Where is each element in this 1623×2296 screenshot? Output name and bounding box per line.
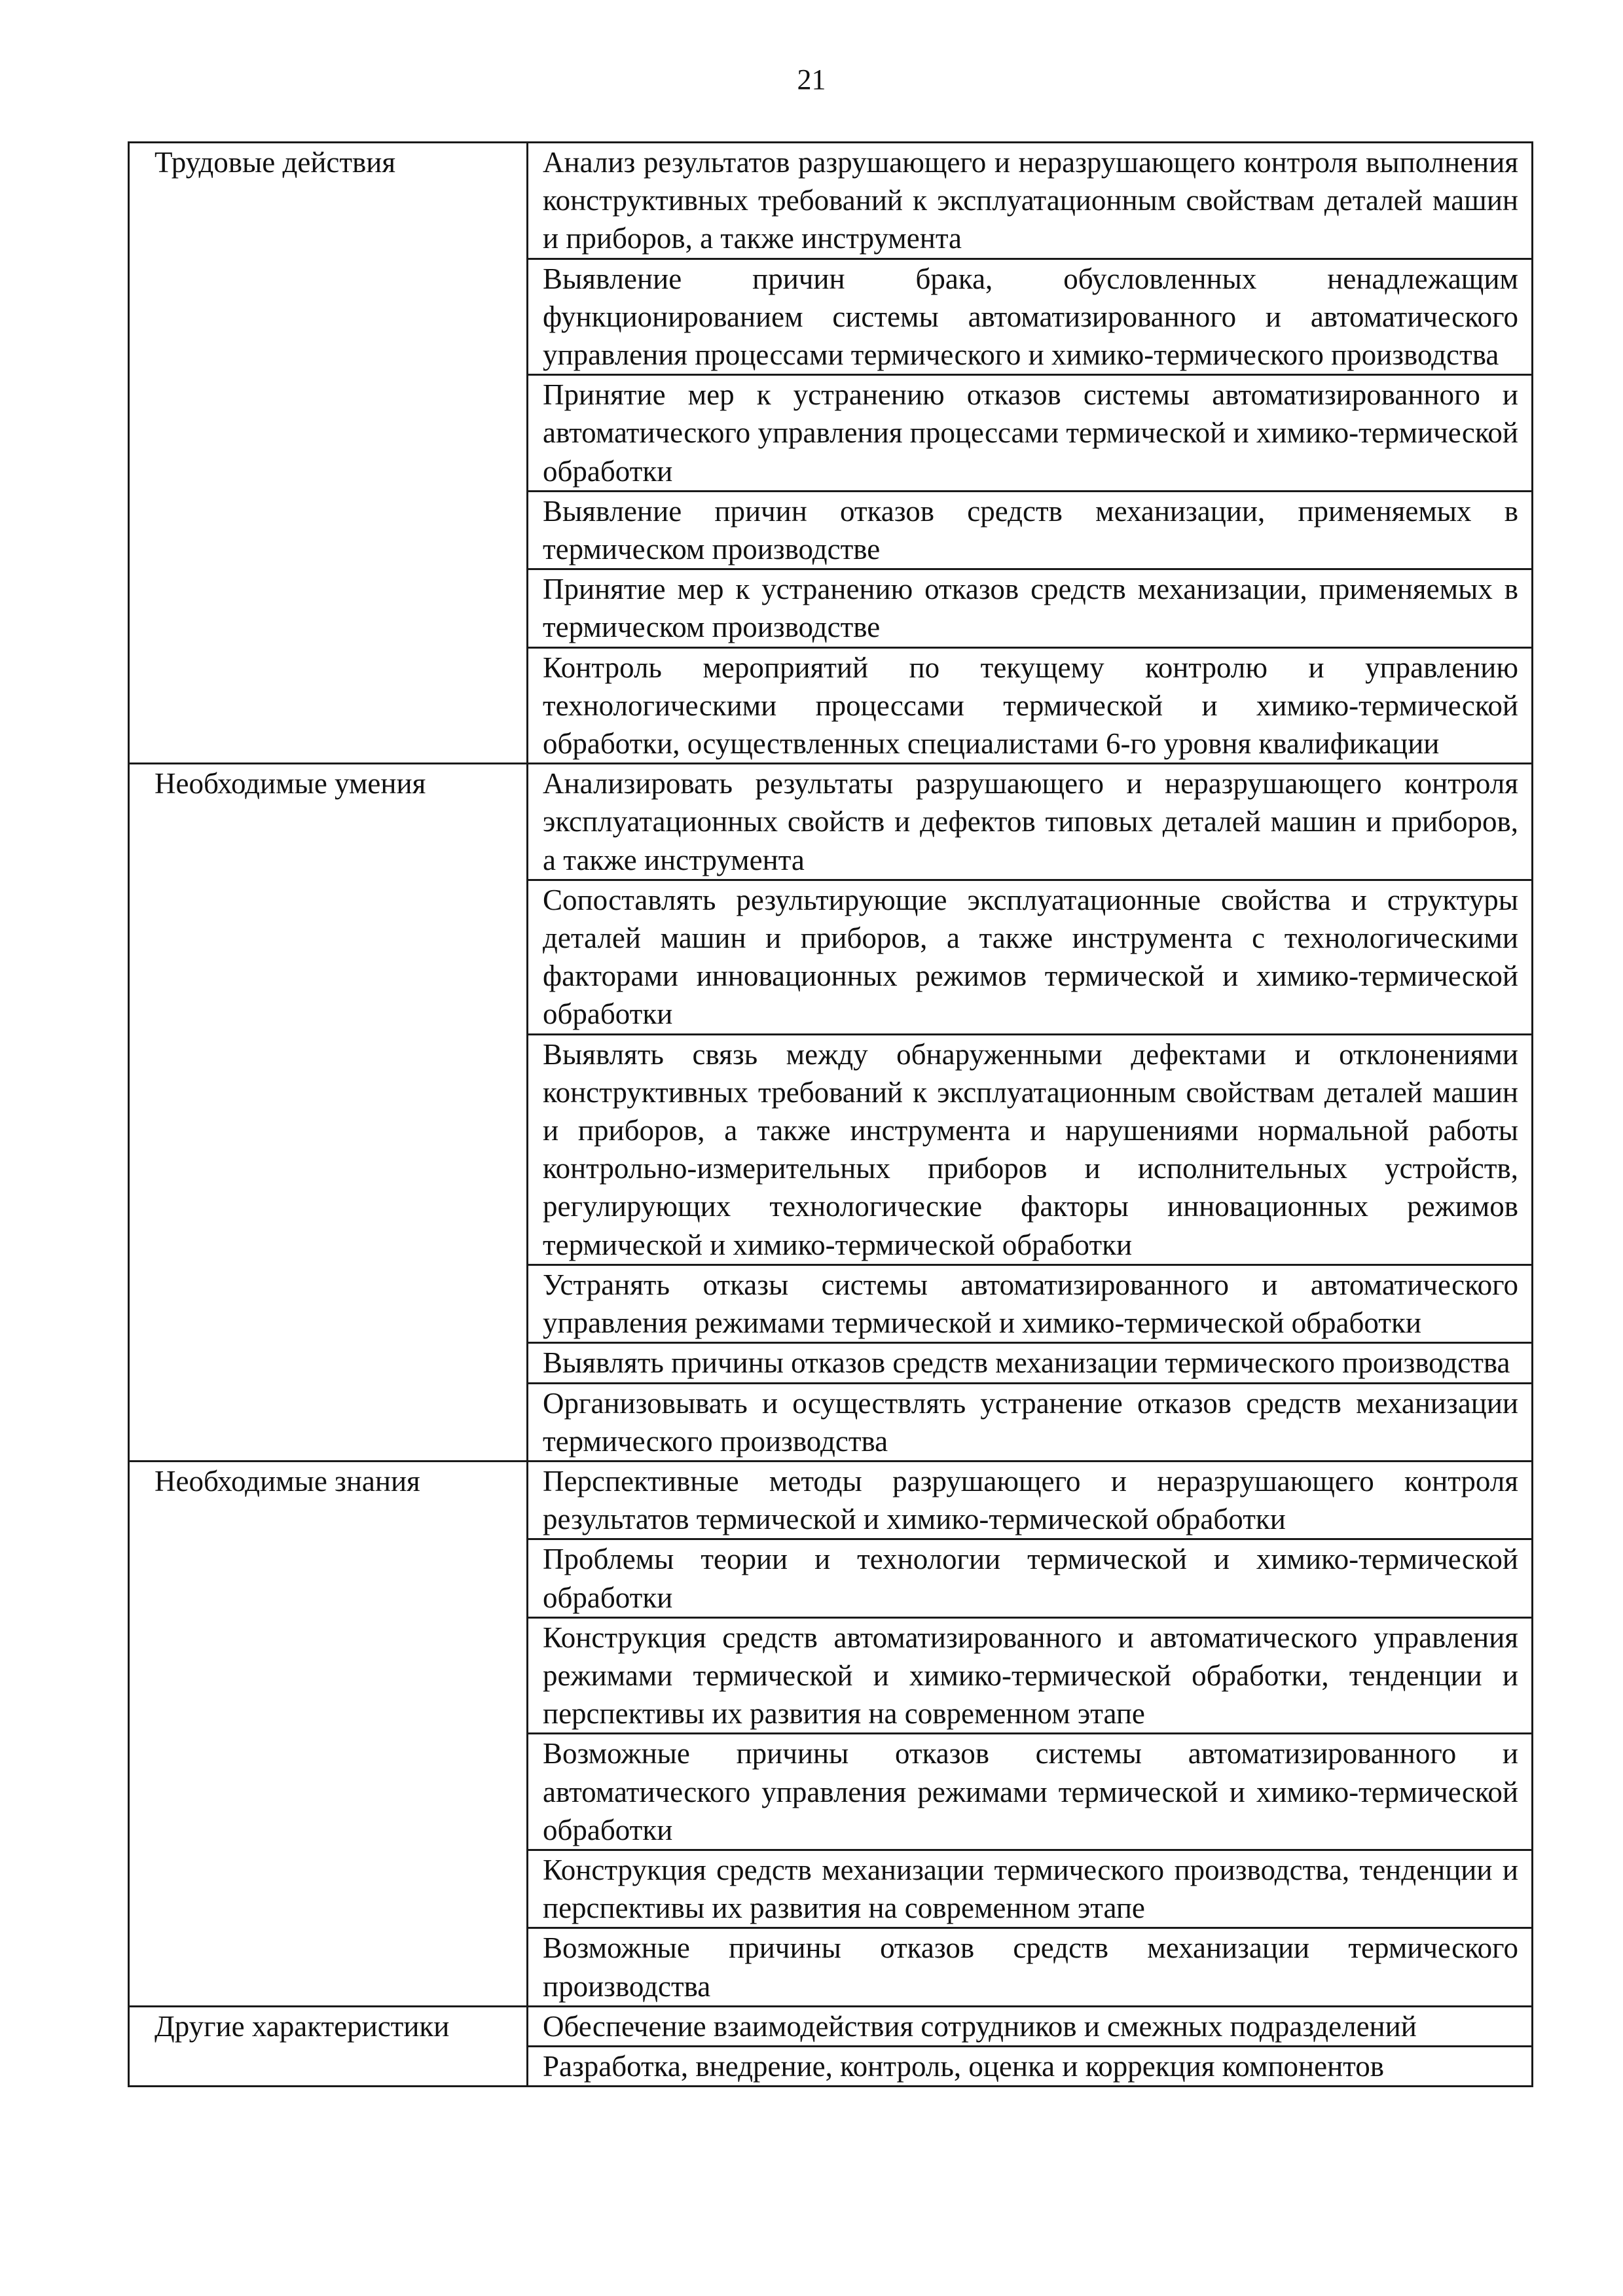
section-item: Выявление причин отказов средств механизации, применяемых в термическом производстве [528,491,1533,569]
section-item: Контроль мероприятий по текущему контролю и управлению технологическими процессами термической и химико-термической обработки, осуществленных специалистами 6-го уровня квалификации [528,647,1533,764]
section-item: Сопоставлять результирующие эксплуатационные свойства и структуры деталей машин и приборов, а также инструмента с технологическими факторами инновационных режимов термической и химико-термической обработки [528,880,1533,1034]
section-item: Конструкция средств механизации термического производства, тенденции и перспективы их развития на современном этапе [528,1850,1533,1928]
section-label: Трудовые действия [129,143,528,764]
section-item: Разработка, внедрение, контроль, оценка и коррекция компонентов [528,2046,1533,2086]
section-item: Принятие мер к устранению отказов средств механизации, применяемых в термическом производстве [528,569,1533,647]
section-item: Организовывать и осуществлять устранение отказов средств механизации термического производства [528,1383,1533,1461]
section-item: Выявлять связь между обнаруженными дефектами и отклонениями конструктивных требований к эксплуатационным свойствам деталей машин и приборов, а также инструмента и нарушениями нормальной работы контрольно-измерительных приборов и исполнительных устройств, регулирующих технологические факторы инновационных режимов термической и химико-термической обработки [528,1034,1533,1265]
competency-table-body [129,143,1533,2087]
section-label: Другие характеристики [129,2006,528,2086]
section-item: Перспективные методы разрушающего и неразрушающего контроля результатов термической и химико-термической обработки [528,1461,1533,1539]
section-item: Возможные причины отказов средств механизации термического производства [528,1928,1533,2006]
competency-table [128,141,1533,2087]
section-item: Принятие мер к устранению отказов системы автоматизированного и автоматического управления процессами термической и химико-термической обработки [528,375,1533,492]
section-item: Выявлять причины отказов средств механизации термического производства [528,1343,1533,1383]
section-item: Выявление причин брака, обусловленных ненадлежащим функционированием системы автоматизированного и автоматического управления процессами термического и химико-термического производства [528,259,1533,375]
section-item: Анализ результатов разрушающего и неразрушающего контроля выполнения конструктивных требований к эксплуатационным свойствам деталей машин и приборов, а также инструмента [528,143,1533,259]
section-label: Необходимые знания [129,1461,528,2006]
table-row [129,1461,1533,1539]
section-item: Устранять отказы системы автоматизированного и автоматического управления режимами термической и химико-термической обработки [528,1265,1533,1342]
section-item: Проблемы теории и технологии термической и химико-термической обработки [528,1539,1533,1617]
table-row [129,143,1533,259]
page-number: 21 [797,63,826,96]
section-label: Необходимые умения [129,764,528,1462]
section-item: Конструкция средств автоматизированного и автоматического управления режимами термической и химико-термической обработки, тенденции и перспективы их развития на современном этапе [528,1617,1533,1734]
table-row [129,764,1533,880]
table-row [129,2006,1533,2046]
section-item: Обеспечение взаимодействия сотрудников и смежных подразделений [528,2006,1533,2046]
section-item: Анализировать результаты разрушающего и неразрушающего контроля эксплуатационных свойств и дефектов типовых деталей машин и приборов, а также инструмента [528,764,1533,880]
section-item: Возможные причины отказов системы автоматизированного и автоматического управления режимами термической и химико-термической обработки [528,1734,1533,1850]
